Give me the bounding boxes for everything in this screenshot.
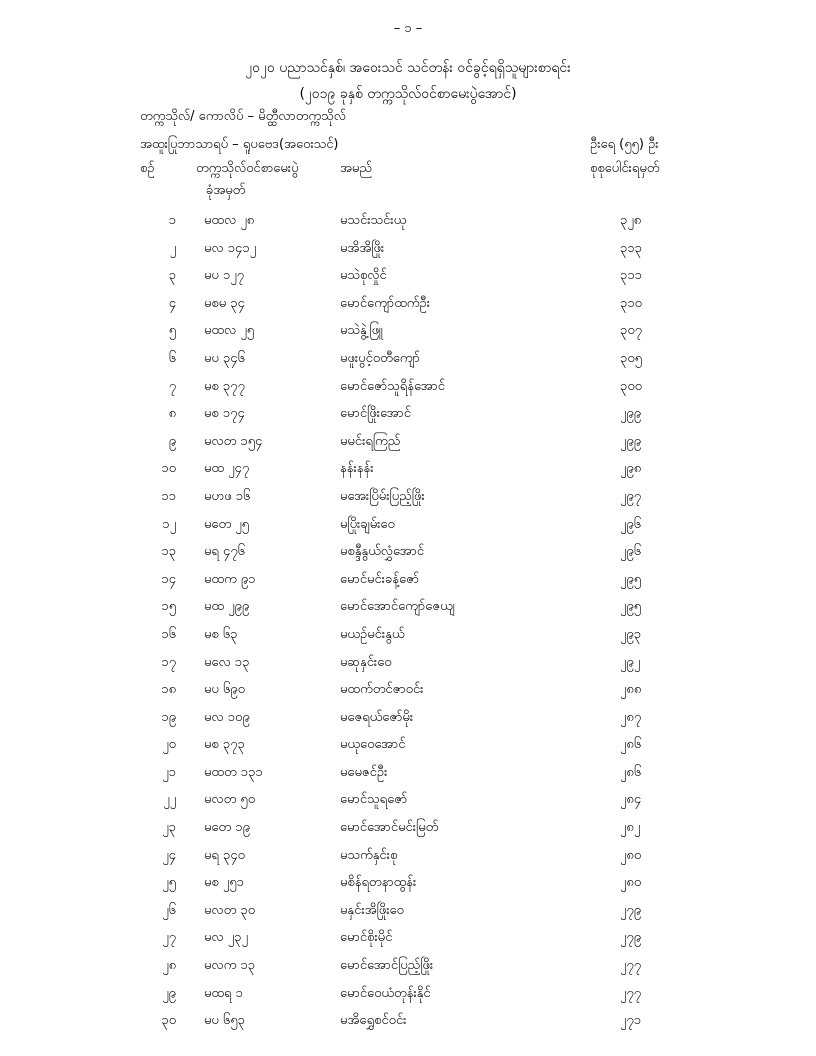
student-name: မစိန်ရတနာထွန်း: [340, 875, 417, 891]
table-row: [0, 208, 816, 236]
student-name: မယဉ်မင်းနွယ်: [340, 626, 405, 642]
row-number: ၃၀: [161, 1013, 176, 1029]
roll-number: မထတ ၁၃၁: [204, 764, 263, 780]
row-number: ၁၇: [161, 654, 176, 670]
total-mark: ၂၈၀: [620, 847, 642, 863]
roll-number: မရ ၄၇၆: [204, 544, 245, 560]
row-number: ၂၀: [162, 737, 176, 753]
student-name: မသဲနွဲ့ဖြူ: [340, 323, 383, 339]
roll-number: မတေ ၁၉: [204, 820, 250, 836]
row-number: ၂: [169, 240, 176, 256]
student-name: မထက်တင်ဇာဝင်း: [340, 682, 424, 698]
student-name: မဇေရယ်ဇော်မိုး: [340, 709, 414, 725]
table-row: [0, 318, 816, 346]
table-row: [0, 870, 816, 898]
student-name: မောင်ကျော်ထက်ဦး: [340, 295, 431, 311]
roll-number: မထက ၉၁: [204, 571, 256, 587]
table-row: [0, 346, 816, 374]
total-mark: ၂၉၉: [620, 433, 642, 449]
student-name: မောင်အောင်ပြည့်ဖြိုး: [340, 958, 434, 974]
total-mark: ၃၀၅: [620, 350, 642, 366]
row-number: ၂၁: [162, 764, 176, 780]
row-number: ၆: [168, 350, 176, 366]
table-row: [0, 429, 816, 457]
header-roll-number-line2: ခုံအမှတ်: [206, 183, 246, 198]
total-mark: ၃၀၀: [620, 378, 642, 394]
total-mark: ၂၇၇: [620, 985, 642, 1001]
row-number: ၉: [168, 433, 176, 449]
table-row: [0, 622, 816, 650]
table-row: [0, 981, 816, 1009]
roll-number: မလ ၂၃၂: [204, 930, 248, 946]
table-row: [0, 953, 816, 981]
table-row: [0, 484, 816, 512]
table-row: [0, 787, 816, 815]
total-mark: ၂၈၂: [620, 820, 641, 836]
table-row: [0, 1008, 816, 1036]
total-mark: ၂၈၄: [620, 792, 642, 808]
document-title: ၂၀၂၀ ပညာသင်နှစ်၊ အဝေးသင် သင်တန်း ဝင်ခွင့်ရရှိသူများစာရင်း: [245, 60, 571, 76]
row-number: ၈: [168, 406, 176, 422]
student-name: မောင်ဇော်သူရိန်အောင်: [340, 378, 445, 394]
row-number: ၃: [168, 268, 176, 284]
roll-number: မပ ၆၅၃: [204, 1013, 245, 1029]
roll-number: မစ ၃၇၇: [204, 378, 245, 394]
row-number: ၁၁: [161, 488, 176, 504]
row-number: ၂၅: [162, 875, 176, 891]
table-row: [0, 677, 816, 705]
row-number: ၂၉: [162, 985, 176, 1001]
student-name: မောင်စိုးမိုင်: [340, 930, 393, 946]
table-row: [0, 815, 816, 843]
total-mark: ၂၉၉: [620, 406, 642, 422]
row-number: ၁၅: [161, 599, 176, 615]
page-number: – ၁ –: [393, 21, 423, 36]
row-number: ၂၇: [162, 930, 176, 946]
row-number: ၁၀: [161, 461, 176, 477]
roll-number: မထရ ၁: [204, 985, 243, 1001]
student-count: ဦးရေ (၅၅) ဦး: [590, 137, 659, 152]
student-name: မမေဇင်ဦး: [340, 764, 388, 780]
table-row: [0, 843, 816, 871]
student-name: မအိရွှေစင်ဝင်း: [340, 1013, 407, 1029]
total-mark: ၂၉၆: [620, 516, 642, 532]
row-number: ၂၄: [162, 847, 176, 863]
roll-number: မလတ ၁၅၄: [204, 433, 263, 449]
major-label: အထူးပြုဘာသာရပ် – ရူပဗေဒ(အဝေးသင်): [140, 137, 339, 152]
table-row: [0, 456, 816, 484]
student-name: မောင်ဝေယံတုန်းနိုင်: [340, 985, 431, 1001]
student-name: မသင်းသင်းယု: [340, 213, 407, 228]
student-name: မသဲစုလှိုင်: [340, 268, 387, 284]
row-number: ၁၂: [162, 516, 176, 532]
total-mark: ၃၀၇: [620, 323, 642, 339]
roll-number: မထလ ၂၈: [204, 213, 255, 228]
student-name: မစန္ဒီနွယ်လွှံအောင်: [340, 544, 425, 560]
roll-number: မလက ၁၃: [204, 958, 256, 974]
table-row: [0, 898, 816, 926]
student-name: နန်းနန်း: [340, 461, 374, 477]
roll-number: မထ ၂၉၉: [204, 599, 250, 615]
table-row: [0, 512, 816, 540]
row-number: ၂၃: [162, 820, 176, 836]
row-number: ၇: [168, 378, 176, 394]
total-mark: ၃၁၁: [620, 268, 642, 284]
row-number: ၁၃: [161, 544, 176, 560]
row-number: ၂၆: [162, 902, 176, 918]
roll-number: မပ ၃၄၆: [204, 350, 245, 366]
total-mark: ၂၉၂: [620, 654, 641, 670]
header-name: အမည်: [340, 161, 372, 176]
total-mark: ၂၈၆: [620, 737, 642, 753]
student-name: မအိအိဖြိုး: [340, 240, 385, 256]
table-row: [0, 236, 816, 264]
student-name: မအေးပြိမ်းပြည့်ဖြိုး: [340, 488, 425, 504]
student-list: [0, 208, 816, 1036]
roll-number: မရ ၃၄၀: [204, 847, 245, 863]
roll-number: မလတ ၅၀: [204, 792, 256, 808]
total-mark: ၂၇၇: [620, 958, 642, 974]
student-name: မနှင်းအိဖြိုးဝေ: [340, 902, 404, 918]
total-mark: ၂၈၈: [620, 682, 642, 698]
header-roll-number: တက္ကသိုလ်ဝင်စာမေးပွဲ: [196, 161, 299, 176]
student-name: မမင်းရကြည်: [340, 433, 401, 449]
document-subtitle: (၂၀၁၉ ခုနှစ် တက္ကသိုလ်ဝင်စာမေးပွဲအောင်): [299, 86, 517, 102]
roll-number: မလတ ၃၀: [204, 902, 256, 918]
total-mark: ၃၁၃: [620, 240, 642, 256]
total-mark: ၂၉၈: [620, 461, 642, 477]
total-mark: ၂၈၆: [620, 764, 642, 780]
student-name: မောင်မင်းခန့်ဇော်: [340, 571, 420, 587]
student-name: မောင်အောင်ကျော်ဇေယျ: [340, 599, 455, 615]
roll-number: မစ ၆၃: [204, 626, 238, 642]
table-row: [0, 732, 816, 760]
roll-number: မလ ၁၄၁၂: [204, 240, 257, 256]
table-row: [0, 374, 816, 402]
total-mark: ၂၇၉: [620, 930, 642, 946]
total-mark: ၃၂၈: [620, 213, 642, 228]
student-name: မပြိုးချမ်းဝေ: [340, 516, 395, 532]
header-no: စဉ်: [140, 161, 155, 176]
student-name: မယုဝေအောင်: [340, 737, 406, 753]
row-number: ၁၈: [161, 682, 176, 698]
row-number: ၂၈: [162, 958, 176, 974]
roll-number: မစ ၂၅၁: [204, 875, 244, 891]
roll-number: မလေ ၁၃: [204, 654, 250, 670]
student-name: မောင်ဖြိုးအောင်: [340, 406, 411, 422]
table-row: [0, 567, 816, 595]
total-mark: ၃၁၀: [620, 295, 642, 311]
table-row: [0, 925, 816, 953]
total-mark: ၂၉၅: [620, 571, 642, 587]
total-mark: ၂၇၁: [620, 1013, 642, 1029]
table-row: [0, 401, 816, 429]
row-number: ၅: [168, 323, 176, 339]
student-name: မဆုနှင်းဝေ: [340, 654, 392, 670]
row-number: ၁၆: [161, 626, 176, 642]
table-row: [0, 705, 816, 733]
university-label: တက္ကသိုလ်/ ကောလိပ် – မိတ္ထီလာတက္ကသိုလ်: [140, 109, 346, 124]
table-row: [0, 291, 816, 319]
total-mark: ၂၈၀: [620, 875, 642, 891]
row-number: ၄: [168, 295, 176, 311]
total-mark: ၂၉၅: [620, 599, 642, 615]
total-mark: ၂၉၆: [620, 544, 642, 560]
roll-number: မပ ၁၂၇: [204, 268, 244, 284]
table-row: [0, 539, 816, 567]
table-row: [0, 263, 816, 291]
table-row: [0, 760, 816, 788]
total-mark: ၂၉၃: [620, 626, 642, 642]
total-mark: ၂၇၉: [620, 902, 642, 918]
roll-number: မစမ ၃၄: [204, 295, 245, 311]
row-number: ၁၉: [161, 709, 176, 725]
roll-number: မတေ ၂၅: [204, 516, 249, 532]
total-mark: ၂၉၇: [620, 488, 642, 504]
header-total-mark: စုစုပေါင်းရမှတ်: [590, 161, 660, 176]
roll-number: မဟဖ ၁၆: [204, 488, 251, 504]
student-name: မောင်အောင်မင်းမြတ်: [340, 820, 439, 836]
roll-number: မထလ ၂၅: [204, 323, 255, 339]
roll-number: မစ ၃၇၃: [204, 737, 245, 753]
roll-number: မပ ၆၉၀: [204, 682, 245, 698]
roll-number: မစ ၁၇၄: [204, 406, 245, 422]
row-number: ၁၄: [161, 571, 176, 587]
student-name: မသက်နှင်းစု: [340, 847, 398, 863]
roll-number: မလ ၁၀၉: [204, 709, 250, 725]
row-number: ၂၂: [163, 792, 176, 808]
table-row: [0, 594, 816, 622]
table-row: [0, 650, 816, 678]
roll-number: မထ ၂၄၇: [204, 461, 250, 477]
student-name: မောင်သူရဇော်: [340, 792, 408, 808]
total-mark: ၂၈၇: [620, 709, 642, 725]
student-name: မဖူးပွင့်ဝတီကျော်: [340, 350, 420, 366]
row-number: ၁: [168, 213, 176, 228]
